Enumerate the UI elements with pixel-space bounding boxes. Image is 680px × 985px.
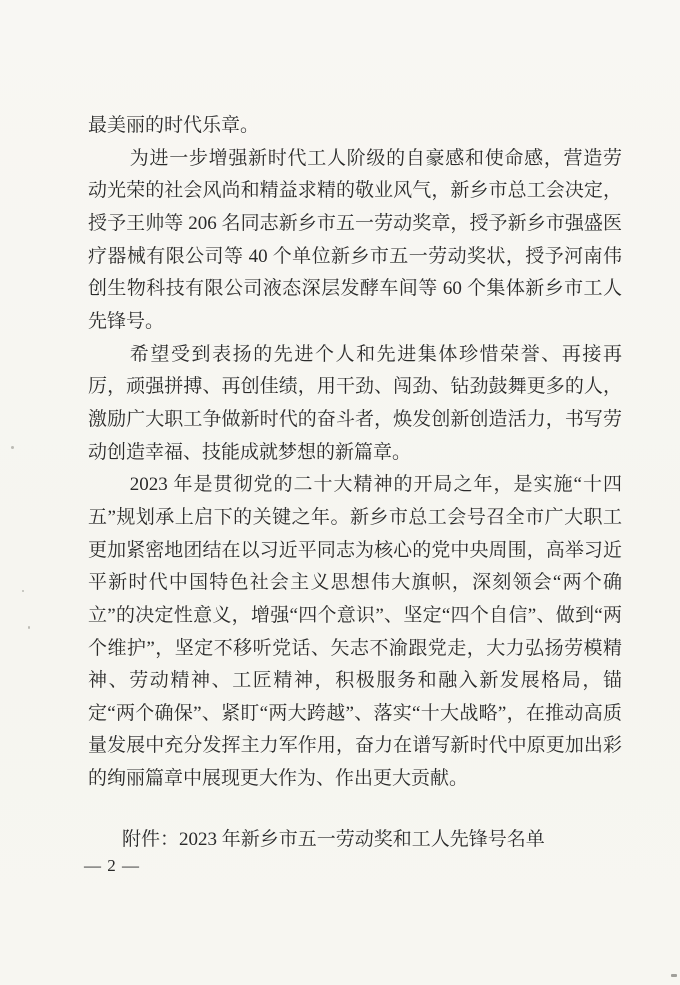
paragraph-continuation: 最美丽的时代乐章。 bbox=[88, 115, 260, 136]
paragraph-2023-outlook: 2023 年是贯彻党的二十大精神的开局之年，是实施“十四五”规划承上启下的关键之年。新乡市总工会号召全市广大职工更加紧密地团结在以习近平同志为核心的党中央周围，高举习近平新时代中国特色社会主义思想伟大旗帜，深刻领会“两个确立”的决定性意义，增强“四个意识”、坚定“四个自信”、做到“两个维护”，坚定不移听党话、矢志不渝跟党走，大力弘扬劳模精神、劳动精神、工匠精神，积极服务和融入新发展格局，锚定“两个确保”、紧盯“两大跨越”、落实“十大战略”，在推动高质量发展中充分发挥主力军作用，奋力在谱写新时代中原更加出彩的绚丽篇章中展现更大作为、作出更大贡献。 bbox=[88, 474, 622, 790]
document-body bbox=[88, 110, 622, 796]
scan-speckle bbox=[28, 626, 30, 629]
attachment-line: 附件：2023 年新乡市五一劳动奖和工人先锋号名单 bbox=[122, 829, 545, 850]
scan-speckle bbox=[22, 590, 24, 592]
scan-speckle bbox=[11, 446, 14, 449]
scan-speckle bbox=[671, 974, 677, 977]
paragraph-award-decision: 为进一步增强新时代工人阶级的自豪感和使命感，营造劳动光荣的社会风尚和精益求精的敬业风气，新乡市总工会决定，授予王帅等 206 名同志新乡市五一劳动奖章，授予新乡市强盛医疗器械有限公司等 40 个单位新乡市五一劳动奖状，授予河南伟创生物科技有限公司液态深层发酵车间等 60 个集体新乡市工人先锋号。 bbox=[88, 147, 622, 332]
page-number: — 2 — bbox=[84, 856, 140, 875]
paragraph-encouragement: 希望受到表扬的先进个人和先进集体珍惜荣誉、再接再厉，顽强拼搏、再创佳绩，用干劲、闯劲、钻劲鼓舞更多的人，激励广大职工争做新时代的奋斗者，焕发创新创造活力，书写劳动创造幸福、技能成就梦想的新篇章。 bbox=[88, 343, 622, 463]
